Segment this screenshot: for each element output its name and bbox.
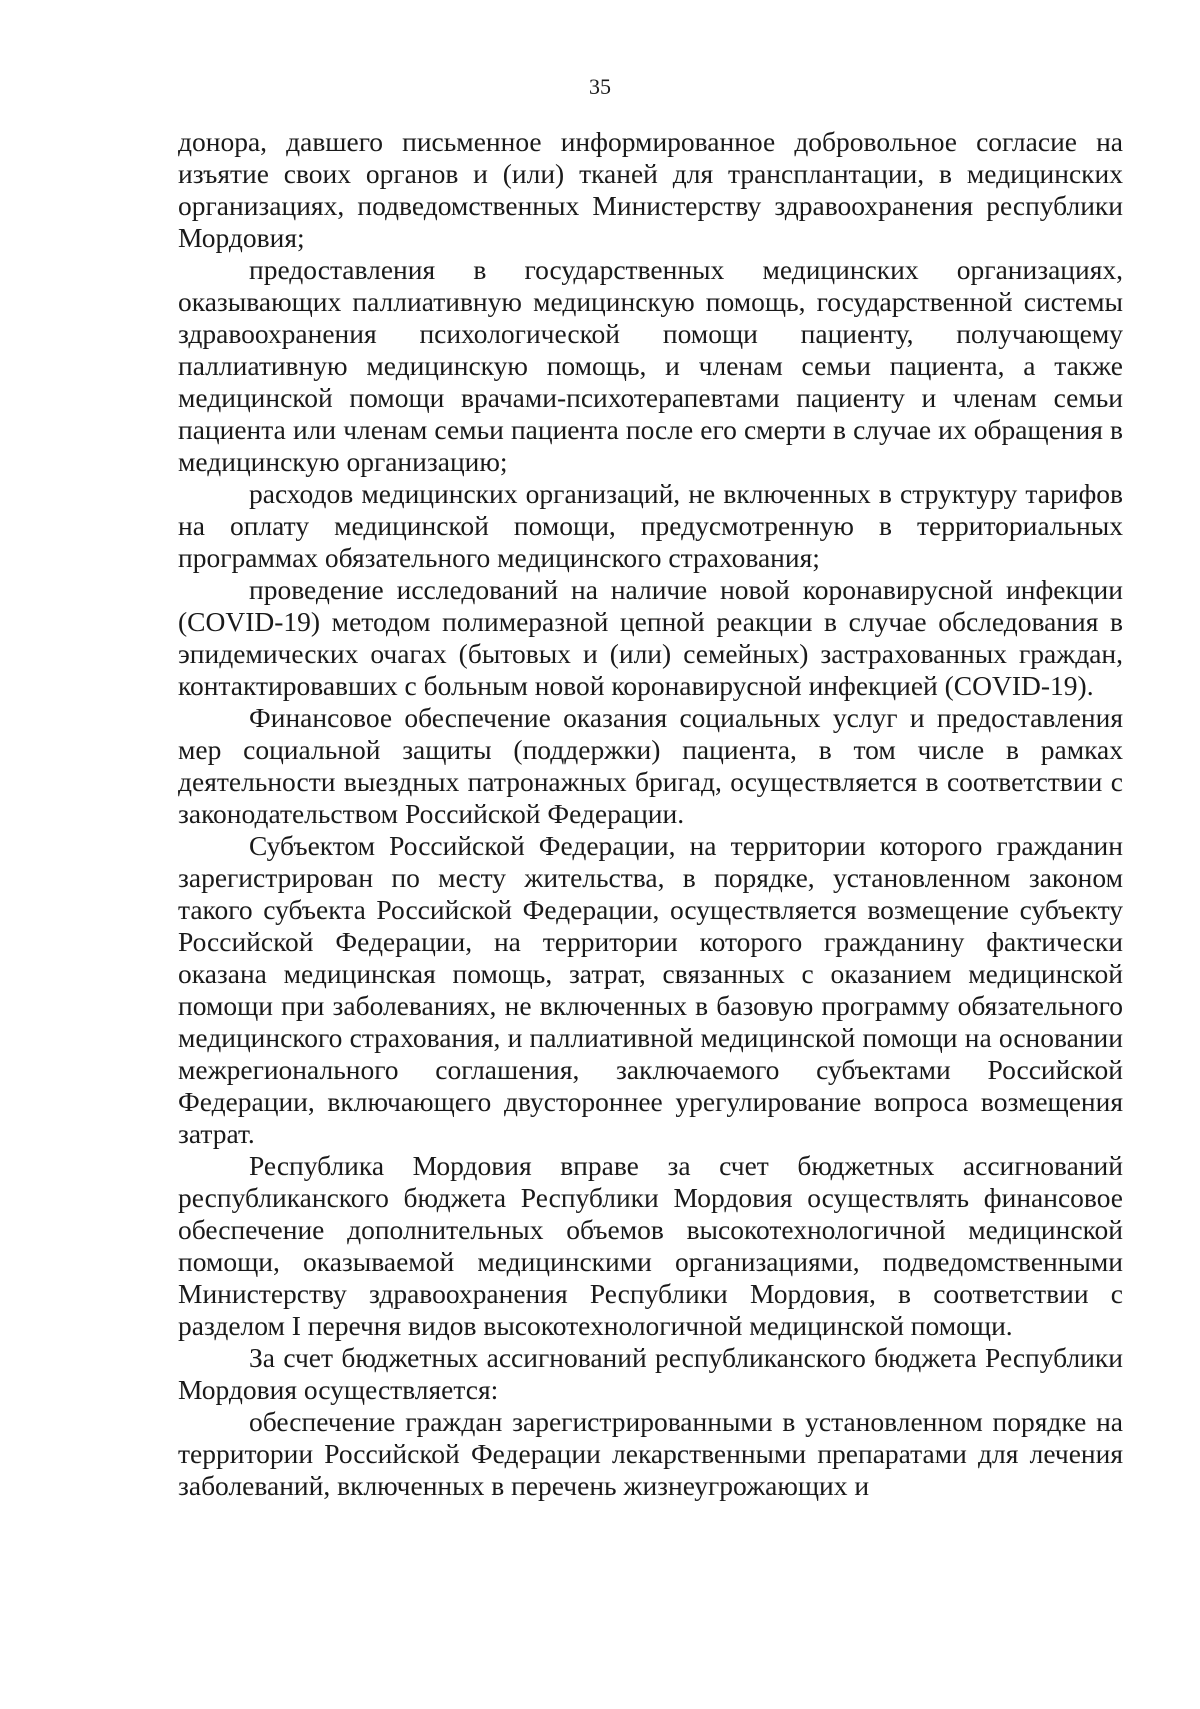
paragraph-covid-testing: проведение исследований на наличие новой коронавирусной инфекции (COVID-19) методом полимеразной цепной реакции в случае обследования в эпидемических очагах (бытовых и (или) семейных) застрахованных граждан, контактировавших с больным новой коронавирусной инфекцией (COVID-19). [178, 574, 1123, 701]
paragraph-donor-consent: донора, давшего письменное информированное добровольное согласие на изъятие своих органов и (или) тканей для трансплантации, в медицинских организациях, подведомственных Министерству здравоохранения республики Мордовия; [178, 126, 1123, 253]
paragraph-interregional-compensation: Субъектом Российской Федерации, на территории которого гражданин зарегистрирован по месту жительства, в порядке, установленном законом такого субъекта Российской Федерации, осуществляется возмещение субъекту Российской Федерации, на территории которого гражданину фактически оказана медицинская помощь, затрат, связанных с оказанием медицинской помощи при заболеваниях, не включенных в базовую программу обязательного медицинского страхования, и паллиативной медицинской помощи на основании межрегионального соглашения, заключаемого субъектами Российской Федерации, включающего двустороннее урегулирование вопроса возмещения затрат. [178, 830, 1123, 1149]
paragraph-palliative-psychological-help: предоставления в государственных медицинских организациях, оказывающих паллиативную медицинскую помощь, государственной системы здравоохранения психологической помощи пациенту, получающему паллиативную медицинскую помощь, и членам семьи пациента, а также медицинской помощи врачами-психотерапевтами пациенту и членам семьи пациента или членам семьи пациента после его смерти в случае их обращения в медицинскую организацию; [178, 254, 1123, 477]
paragraph-social-services-funding: Финансовое обеспечение оказания социальных услуг и предоставления мер социальной защиты (поддержки) пациента, в том числе в рамках деятельности выездных патронажных бригад, осуществляется в соответствии с законодательством Российской Федерации. [178, 702, 1123, 829]
page-number: 35 [589, 74, 611, 99]
paragraph-high-tech-care-funding: Республика Мордовия вправе за счет бюджетных ассигнований республиканского бюджета Республики Мордовия осуществлять финансовое обеспечение дополнительных объемов высокотехнологичной медицинской помощи, оказываемой медицинскими организациями, подведомственными Министерству здравоохранения Республики Мордовия, в соответствии с разделом I перечня видов высокотехнологичной медицинской помощи. [178, 1150, 1123, 1341]
paragraph-republican-budget-intro: За счет бюджетных ассигнований республиканского бюджета Республики Мордовия осуществляется: [178, 1342, 1123, 1405]
document-body [178, 126, 1123, 1502]
paragraph-medicine-provision: обеспечение граждан зарегистрированными в установленном порядке на территории Российской Федерации лекарственными препаратами для лечения заболеваний, включенных в перечень жизнеугрожающих и [178, 1406, 1123, 1501]
paragraph-organization-expenses: расходов медицинских организаций, не включенных в структуру тарифов на оплату медицинской помощи, предусмотренную в территориальных программах обязательного медицинского страхования; [178, 478, 1123, 573]
